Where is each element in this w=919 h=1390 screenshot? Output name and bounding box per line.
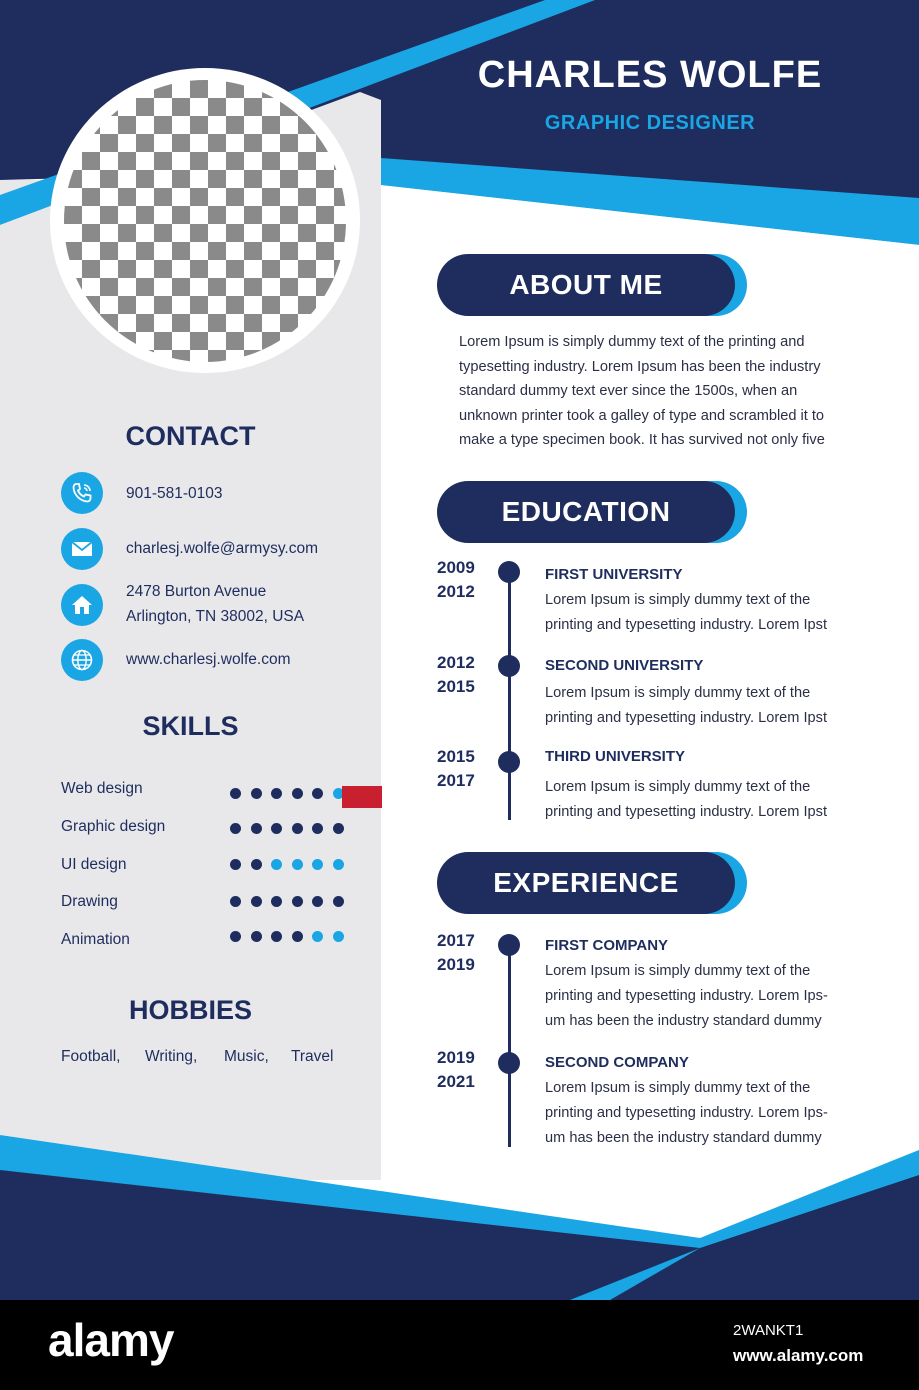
experience-description: Lorem Ipsum is simply dummy text of the printing and typesetting industry. Lorem Ips- um has been the industry standard dummy: [545, 1080, 828, 1146]
profile-photo-placeholder: [64, 80, 346, 362]
rating-dot-filled: [292, 931, 303, 942]
rating-dot-filled: [271, 788, 282, 799]
rating-dot-filled: [271, 896, 282, 907]
alamy-logo: alamy: [48, 1314, 174, 1366]
timeline-dot: [498, 1052, 520, 1074]
hobby-item: Writing,: [145, 1048, 198, 1065]
about-me-text: [459, 330, 869, 453]
skill-name: Drawing: [61, 893, 118, 910]
contact-address-line2: Arlington, TN 38002, USA: [126, 608, 305, 625]
experience-years: 2019 2021: [437, 1048, 475, 1091]
job-title: GRAPHIC DESIGNER: [544, 112, 756, 134]
education-title: SECOND UNIVERSITY: [545, 657, 704, 674]
skill-name: Graphic design: [61, 818, 166, 835]
stock-site-url: www.alamy.com: [733, 1346, 864, 1365]
rating-dot-filled: [292, 896, 303, 907]
hobby-item: Music,: [224, 1048, 269, 1065]
experience-heading: EXPERIENCE: [493, 867, 679, 898]
contact-email: charlesj.wolfe@armysy.com: [126, 540, 319, 557]
education-timeline-line: [508, 570, 511, 820]
rating-dot-empty: [333, 859, 344, 870]
rating-dot-filled: [251, 931, 262, 942]
rating-dot-empty: [312, 859, 323, 870]
experience-title: FIRST COMPANY: [545, 937, 669, 954]
about-line: typesetting industry. Lorem Ipsum has been the industry: [459, 358, 821, 375]
rating-dot-filled: [251, 896, 262, 907]
experience-description: Lorem Ipsum is simply dummy text of the printing and typesetting industry. Lorem Ips- um has been the industry standard dummy: [545, 963, 828, 1029]
rating-dot-filled: [230, 823, 241, 834]
education-title: FIRST UNIVERSITY: [545, 566, 683, 583]
education-description: Lorem Ipsum is simply dummy text of the printing and typesetting industry. Lorem Ipst: [545, 592, 828, 633]
rating-dot-filled: [333, 896, 344, 907]
rating-dot-filled: [251, 859, 262, 870]
phone-icon: [61, 472, 103, 514]
experience-timeline-line: [508, 942, 511, 1147]
skill-name: UI design: [61, 856, 127, 873]
rating-dot-filled: [251, 823, 262, 834]
rating-dot-filled: [271, 823, 282, 834]
rating-dot-empty: [333, 931, 344, 942]
contact-website: www.charlesj.wolfe.com: [126, 651, 291, 668]
contact-heading: CONTACT: [125, 421, 256, 451]
rating-dot-filled: [230, 859, 241, 870]
hobby-item: Football,: [61, 1048, 121, 1065]
rating-dot-empty: [271, 859, 282, 870]
timeline-dot: [498, 751, 520, 773]
experience-header: [437, 852, 747, 914]
rating-dot-filled: [230, 788, 241, 799]
education-heading: EDUCATION: [501, 496, 671, 527]
hobbies-heading: HOBBIES: [128, 995, 253, 1025]
mail-icon: [61, 528, 103, 570]
education-header: [437, 481, 747, 543]
rating-dot-filled: [333, 823, 344, 834]
experience-years: 2017 2019: [437, 931, 475, 974]
rating-dot-filled: [292, 788, 303, 799]
hobby-item: Travel: [291, 1048, 334, 1065]
education-description: Lorem Ipsum is simply dummy text of the printing and typesetting industry. Lorem Ipst: [545, 779, 828, 820]
skills-heading: SKILLS: [142, 711, 239, 741]
image-id: 2WANKT1: [733, 1322, 804, 1339]
education-description: Lorem Ipsum is simply dummy text of the printing and typesetting industry. Lorem Ipst: [545, 685, 828, 726]
contact-address-line1: 2478 Burton Avenue: [126, 583, 267, 600]
rating-dot-filled: [251, 788, 262, 799]
rating-dot-empty: [312, 931, 323, 942]
education-title: THIRD UNIVERSITY: [545, 748, 686, 765]
rating-dot-filled: [312, 788, 323, 799]
home-icon: [61, 584, 103, 626]
rating-dot-filled: [230, 931, 241, 942]
education-years: 2012 2015: [437, 653, 475, 696]
globe-icon: [61, 639, 103, 681]
contact-phone: 901-581-0103: [126, 485, 223, 502]
skill-name: Web design: [61, 780, 143, 797]
about-line: Lorem Ipsum is simply dummy text of the printing and: [459, 334, 805, 350]
rating-dot-filled: [312, 823, 323, 834]
about-line: standard dummy text ever since the 1500s, when an: [459, 383, 798, 400]
rating-dot-filled: [271, 931, 282, 942]
skill-name: Animation: [61, 931, 130, 948]
about-line: unknown printer took a galley of type and scrambled it to: [459, 407, 825, 424]
rating-dot-filled: [230, 896, 241, 907]
about-me-heading: ABOUT ME: [509, 269, 663, 300]
experience-title: SECOND COMPANY: [545, 1054, 689, 1071]
about-me-header: [437, 254, 747, 316]
rating-dot-empty: [292, 859, 303, 870]
timeline-dot: [498, 655, 520, 677]
rating-dot-filled: [292, 823, 303, 834]
about-line: make a type specimen book. It has survived not only five: [459, 432, 825, 449]
timeline-dot: [498, 561, 520, 583]
education-years: 2015 2017: [437, 747, 475, 790]
rating-dot-filled: [312, 896, 323, 907]
education-years: 2009 2012: [437, 558, 475, 601]
person-name: CHARLES WOLFE: [477, 54, 823, 96]
timeline-dot: [498, 934, 520, 956]
red-marker: [342, 786, 382, 808]
